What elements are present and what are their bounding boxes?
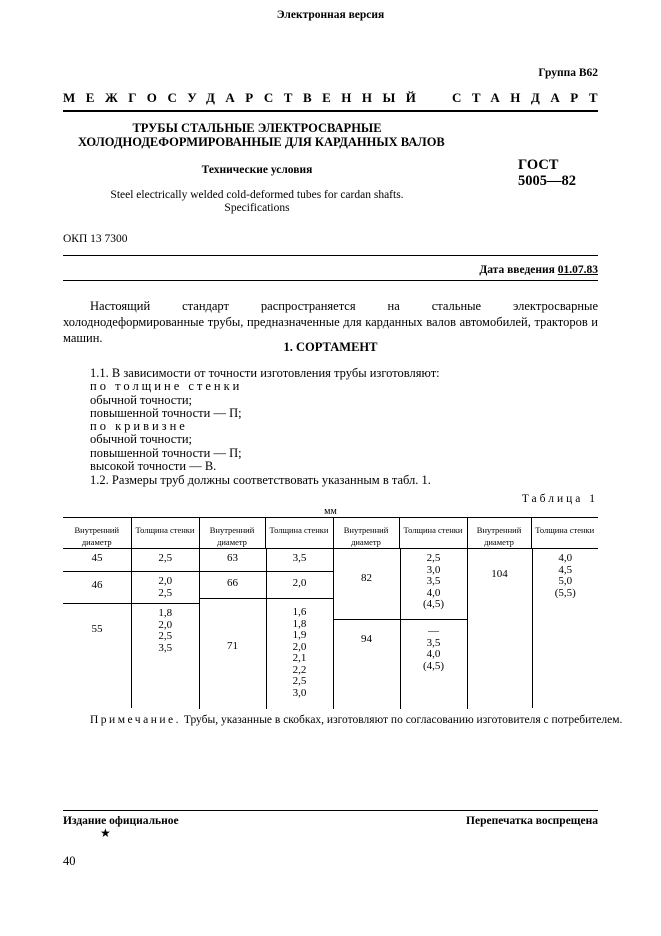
header-diameter: Внутренний диаметр (199, 518, 265, 549)
title-line-1: ТРУБЫ СТАЛЬНЫЕ ЭЛЕКТРОСВАРНЫЕ (132, 121, 382, 135)
table-group-4 (467, 549, 598, 710)
thickness-cell: 1,8 2,0 2,5 3,5 (131, 604, 199, 708)
thickness-cell: — 3,5 4,0 (4,5) (400, 620, 467, 709)
diameter-cell: 55 (91, 623, 103, 635)
footer-reprint: Перепечатка воспрещена (466, 815, 598, 827)
intro-paragraph: Настоящий стандарт распространяется на стальные электросварные холоднодеформированные трубы, предназначенные для карданных валов автомобилей, тракторов и машин. (63, 299, 598, 345)
diameter-cell: 82 (361, 572, 372, 584)
clause-curvature-increased: повышенной точности — П; (90, 446, 242, 460)
table-row (200, 599, 333, 709)
table-row (63, 549, 199, 572)
table-row (200, 572, 333, 599)
diameter-cell: 71 (227, 640, 238, 652)
thickness-cell: 1,6 1,8 1,9 2,0 2,1 2,2 2,5 3,0 (266, 599, 333, 709)
header-thickness: Толщина стенки (399, 518, 467, 549)
header-thickness: Толщина стенки (131, 518, 199, 549)
banner-right: СТАНДАРТ (452, 90, 609, 105)
group-label: Группа В62 (538, 67, 598, 79)
clause-1-1: 1.1. В зависимости от точности изготовления трубы изготовляют: (90, 366, 440, 380)
footer-official: Издание официальное (63, 815, 179, 827)
table-row (468, 549, 599, 708)
thickness-cell: 2,0 (266, 572, 333, 598)
table-group-2 (199, 549, 333, 710)
table-body-row (63, 549, 598, 710)
clause-thickness-normal: обычной точности; (90, 393, 192, 407)
clause-thickness-increased: повышенной точности — П; (90, 406, 242, 420)
table-caption: Таблица 1 (521, 493, 598, 505)
intro-date-label: Дата введения (479, 264, 555, 276)
gost-number: 5005—82 (518, 173, 576, 189)
note-label: Примечание. (90, 714, 181, 726)
english-title-2: Specifications (224, 202, 290, 214)
clause-1-2: 1.2. Размеры труб должны соответствовать указанным в табл. 1. (90, 473, 431, 487)
thickness-cell: 3,5 (266, 549, 333, 571)
table-unit: мм (324, 506, 337, 517)
header-thickness: Толщина стенки (265, 518, 333, 549)
table-row (63, 572, 199, 604)
star-icon: ★ (100, 826, 111, 840)
header-thickness: Толщина стенки (531, 518, 598, 549)
banner-rule (63, 110, 598, 112)
clause-curvature-normal: обычной точности; (90, 432, 192, 446)
intro-date-value: 01.07.83 (557, 264, 598, 276)
table-group-1 (63, 549, 199, 710)
intro-date (479, 264, 598, 276)
footer-rule (63, 810, 598, 811)
diameter-cell: 66 (227, 577, 238, 589)
table-row (334, 620, 467, 709)
table-header-row (63, 518, 598, 549)
subtitle: Технические условия (201, 164, 313, 176)
intro-date-rule (63, 280, 598, 281)
clause-by-thickness: по толщине стенки (90, 379, 243, 393)
page-number: 40 (63, 854, 76, 868)
gost-label: ГОСТ (518, 157, 559, 173)
thickness-cell: 2,5 3,0 3,5 4,0 (4,5) (400, 549, 467, 619)
diameter-cell: 46 (91, 579, 103, 591)
okp-code: ОКП 13 7300 (63, 233, 128, 245)
diameter-cell: 94 (361, 633, 372, 645)
header-diameter: Внутренний диаметр (63, 518, 131, 549)
note-text: Трубы, указанные в скобках, изготовляют по согласованию изготовителя с потребителем. (183, 714, 623, 726)
title-line-2: ХОЛОДНОДЕФОРМИРОВАННЫЕ ДЛЯ КАРДАННЫХ ВАЛОВ (78, 135, 445, 149)
header-diameter: Внутренний диаметр (467, 518, 531, 549)
top-label: Электронная версия (276, 9, 385, 21)
table-row (63, 604, 199, 708)
table-row (200, 549, 333, 572)
thickness-cell: 2,0 2,5 (131, 572, 199, 603)
thickness-cell: 4,0 4,5 5,0 (5,5) (532, 549, 599, 708)
section-title: 1. СОРТАМЕНТ (283, 340, 378, 354)
banner-left: МЕЖГОСУДАРСТВЕННЫЙ (63, 90, 427, 105)
diameter-cell: 45 (91, 552, 103, 564)
table-note (90, 714, 622, 726)
okp-rule (63, 255, 598, 256)
table-row (334, 549, 467, 620)
diameter-cell: 63 (227, 552, 238, 564)
thickness-cell: 2,5 (131, 549, 199, 571)
diameter-cell: 104 (491, 568, 508, 580)
dimensions-table (63, 518, 598, 709)
table-group-3 (333, 549, 467, 710)
clause-curvature-high: высокой точности — В. (90, 459, 217, 473)
clause-by-curvature: по кривизне (90, 419, 188, 433)
header-diameter: Внутренний диаметр (333, 518, 399, 549)
english-title-1: Steel electrically welded cold-deformed tubes for cardan shafts. (110, 189, 404, 201)
